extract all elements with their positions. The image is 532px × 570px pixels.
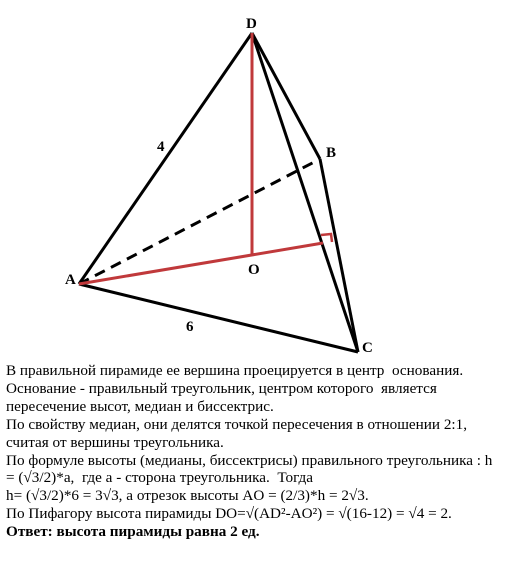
solution-line: считая от вершины треугольника. [6, 433, 224, 451]
label-edge-AC-length: 6 [186, 319, 194, 335]
edge-AD [79, 33, 252, 284]
edge-DB [252, 33, 320, 159]
solution-line: По свойству медиан, они делятся точкой пересечения в отношении 2:1, [6, 415, 468, 433]
label-D: D [246, 16, 257, 32]
edge-AC [79, 284, 358, 352]
right-angle-marker [321, 234, 332, 242]
solution-line: h= (√3/2)*6 = 3√3, а отрезок высоты AO = (2/3)*h = 2√3. [6, 487, 369, 505]
solution-line: По Пифагору высота пирамиды DO=√(AD²-AO²) = √(16-12) = √4 = 2. [6, 505, 452, 523]
solution-line: = (√3/2)*a, где a - сторона треугольника. Тогда [6, 469, 314, 487]
edge-DC [252, 33, 358, 352]
answer-line: Ответ: высота пирамиды равна 2 ед. [6, 523, 260, 541]
label-C: C [362, 340, 373, 356]
label-A: A [65, 272, 76, 288]
solution-line: пересечение высот, медиан и биссектрис. [6, 397, 274, 415]
label-edge-AD-length: 4 [157, 139, 165, 155]
solution-text [6, 362, 528, 541]
solution-line: Основание - правильный треугольник, центром которого является [6, 379, 437, 397]
solution-line: По формуле высоты (медианы, биссектрисы) правильного треугольника : h [6, 451, 493, 469]
label-O: O [248, 262, 260, 278]
label-B: B [326, 145, 337, 161]
solution-line: В правильной пирамиде ее вершина проецируется в центр основания. [6, 362, 464, 379]
